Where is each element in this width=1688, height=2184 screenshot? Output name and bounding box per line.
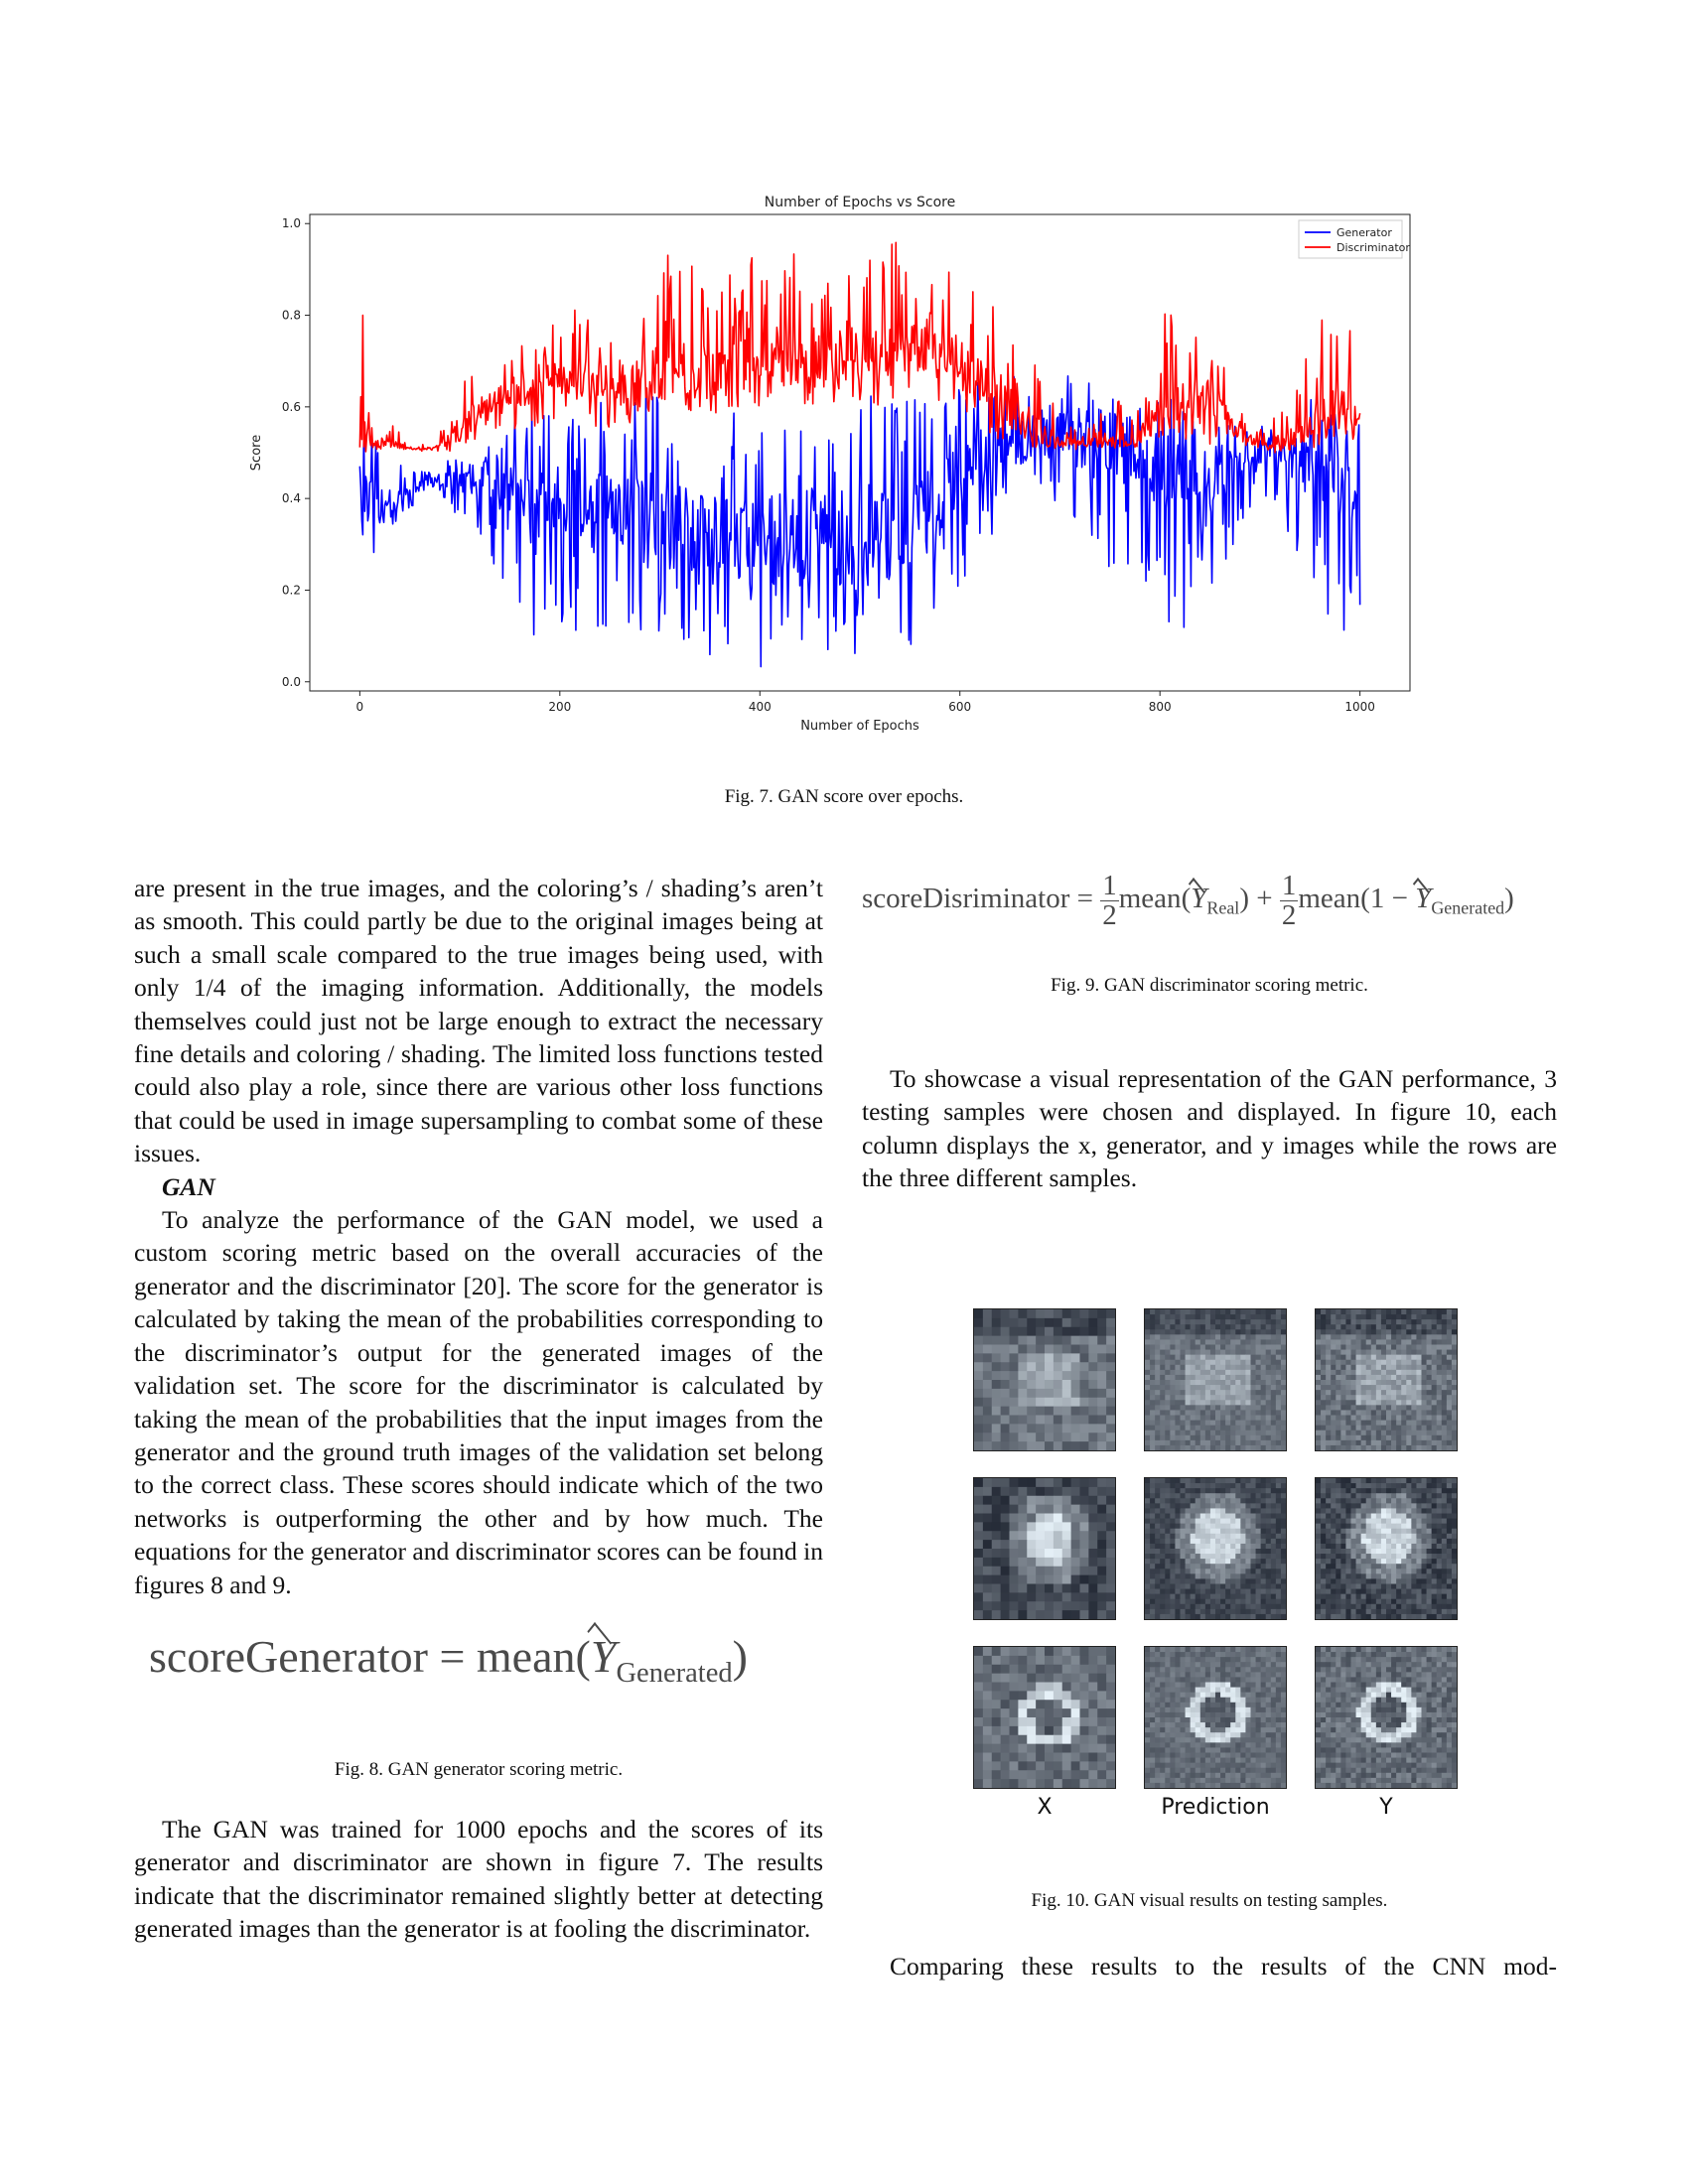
legend-label-generator: Generator <box>1336 226 1392 239</box>
sample-2-prediction-image <box>1144 1477 1287 1620</box>
x-tick-label: 200 <box>548 700 572 714</box>
mri-slice-picture <box>1316 1309 1457 1450</box>
mri-slice-picture <box>1145 1309 1286 1450</box>
x-tick-label: 400 <box>748 700 772 714</box>
eq9-equals: = <box>1076 883 1093 915</box>
y-axis-label: Score <box>249 434 264 472</box>
eq9-frac-2: $\frac{1}{2}$ <box>1281 870 1297 931</box>
mri-slice-picture <box>974 1478 1115 1619</box>
y-tick-label: 0.2 <box>281 583 301 598</box>
column-label-x: X <box>1037 1795 1053 1820</box>
chart-title: Number of Epochs vs Score <box>764 195 956 210</box>
left-column-bottom <box>134 1813 823 1946</box>
mri-slice-picture <box>1316 1647 1457 1788</box>
sample-1-y-image <box>1315 1308 1458 1451</box>
y-tick-label: 1.0 <box>281 216 301 231</box>
discriminator-score-equation: scoreDisriminator = $\frac{1}{2}$ $mean(Y_{Real})$ + $\frac{1}{2}$ mean(1 − $Y_{Generated}$) <box>862 870 1514 931</box>
column-label-prediction: Prediction <box>1161 1795 1270 1820</box>
x-tick-label: 800 <box>1148 700 1172 714</box>
x-tick-label: 1000 <box>1344 700 1375 714</box>
y-tick-label: 0.4 <box>281 491 301 506</box>
x-tick-label: 0 <box>355 700 364 714</box>
eq8-lhs: scoreGenerator <box>149 1631 428 1682</box>
eq9-func-2: mean <box>1298 883 1361 915</box>
sample-2-x-image <box>973 1477 1116 1620</box>
right-para-1: To showcase a visual representation of the GAN performance, 3 testing samples were chosen and displayed. In figure 10, each column displays the x, generator, and y images while the rows are the three different samples. <box>862 1064 1557 1193</box>
fig8-caption: Fig. 8. GAN generator scoring metric. <box>334 1759 624 1780</box>
mri-slice-picture <box>1145 1647 1286 1788</box>
left-para-3: The GAN was trained for 1000 epochs and the scores of its generator and discriminator are shown in figure 7. The results indicate that the discriminator remained slightly better at detecting generated images than the generator is at fooling the discriminator. <box>134 1815 823 1944</box>
mri-slice-picture <box>974 1647 1115 1788</box>
sample-3-x-image <box>973 1646 1116 1789</box>
eq9-one-minus: 1 − <box>1369 883 1408 915</box>
y-tick-label: 0.8 <box>281 308 301 323</box>
sample-3-prediction-image <box>1144 1646 1287 1789</box>
eq9-func-1: mean <box>1118 883 1182 915</box>
mri-slice-picture <box>1145 1478 1286 1619</box>
right-column-bottom <box>862 1950 1557 1982</box>
gan-score-chart <box>238 189 1445 745</box>
generator-score-equation: scoreGenerator = $mean(Y_{Generated})$ <box>149 1631 748 1689</box>
fig9-caption: Fig. 9. GAN discriminator scoring metric. <box>1051 975 1368 996</box>
y-tick-label: 0.0 <box>281 674 301 689</box>
mri-slice-picture <box>974 1309 1115 1450</box>
eq8-sub: Generated <box>616 1657 733 1689</box>
gan-results-grid <box>973 1308 1460 1825</box>
fig7-caption: Fig. 7. GAN score over epochs. <box>724 786 964 807</box>
eq8-equals: = <box>439 1631 466 1682</box>
mri-slice-picture <box>1316 1478 1457 1619</box>
legend-label-discriminator: Discriminator <box>1336 241 1410 254</box>
section-heading-gan: GAN <box>162 1171 215 1201</box>
eq8-func: mean <box>476 1631 576 1682</box>
left-column <box>134 872 823 1601</box>
eq9-var-2: Y <box>1415 883 1432 915</box>
left-para-1: are present in the true images, and the coloring’s / shading’s aren’t as smooth. This could partly be due to the original images being at such a small scale compared to the true images being used, with only 1/4 of the imaging information. Additionally, the models themselves could just not be large enough to extract the necessary fine details and coloring / shading. The limited loss functions tested could also play a role, since there are various other loss functions that could be used in image supersampling to combat some of these issues. <box>134 874 823 1168</box>
x-tick-label: 600 <box>948 700 972 714</box>
eq8-var: Y <box>590 1631 617 1682</box>
column-label-y: Y <box>1379 1795 1393 1820</box>
eq9-var-1: Y <box>1191 883 1207 915</box>
eq9-lhs: scoreDisriminator <box>862 883 1070 915</box>
right-column-top <box>862 1062 1557 1195</box>
fig10-caption: Fig. 10. GAN visual results on testing samples. <box>1031 1890 1388 1911</box>
eq9-sub-real: Real <box>1206 897 1240 918</box>
eq9-sub-gen: Generated <box>1431 897 1505 918</box>
right-para-2: Comparing these results to the results of the CNN mod- <box>890 1952 1557 1980</box>
x-axis-label: Number of Epochs <box>800 719 919 734</box>
y-tick-label: 0.6 <box>281 399 301 414</box>
sample-1-prediction-image <box>1144 1308 1287 1451</box>
left-para-2: To analyze the performance of the GAN model, we used a custom scoring metric based on the overall accuracies of the generator and the discriminator [20]. The score for the generator is calculated by taking the mean of the probabilities corresponding to the discriminator’s output for the generated images of the validation set. The score for the discriminator is calculated by taking the mean of the probabilities that the input images from the generator and the ground truth images of the validation set belong to the correct class. These scores should indicate which of the two networks is outperforming the other and by how much. The equations for the generator and discriminator scores can be found in figures 8 and 9. <box>134 1205 823 1599</box>
sample-1-x-image <box>973 1308 1116 1451</box>
eq9-plus: + <box>1256 883 1273 915</box>
eq9-frac-1: $\frac{1}{2}$ <box>1102 870 1117 931</box>
sample-3-y-image <box>1315 1646 1458 1789</box>
sample-2-y-image <box>1315 1477 1458 1620</box>
